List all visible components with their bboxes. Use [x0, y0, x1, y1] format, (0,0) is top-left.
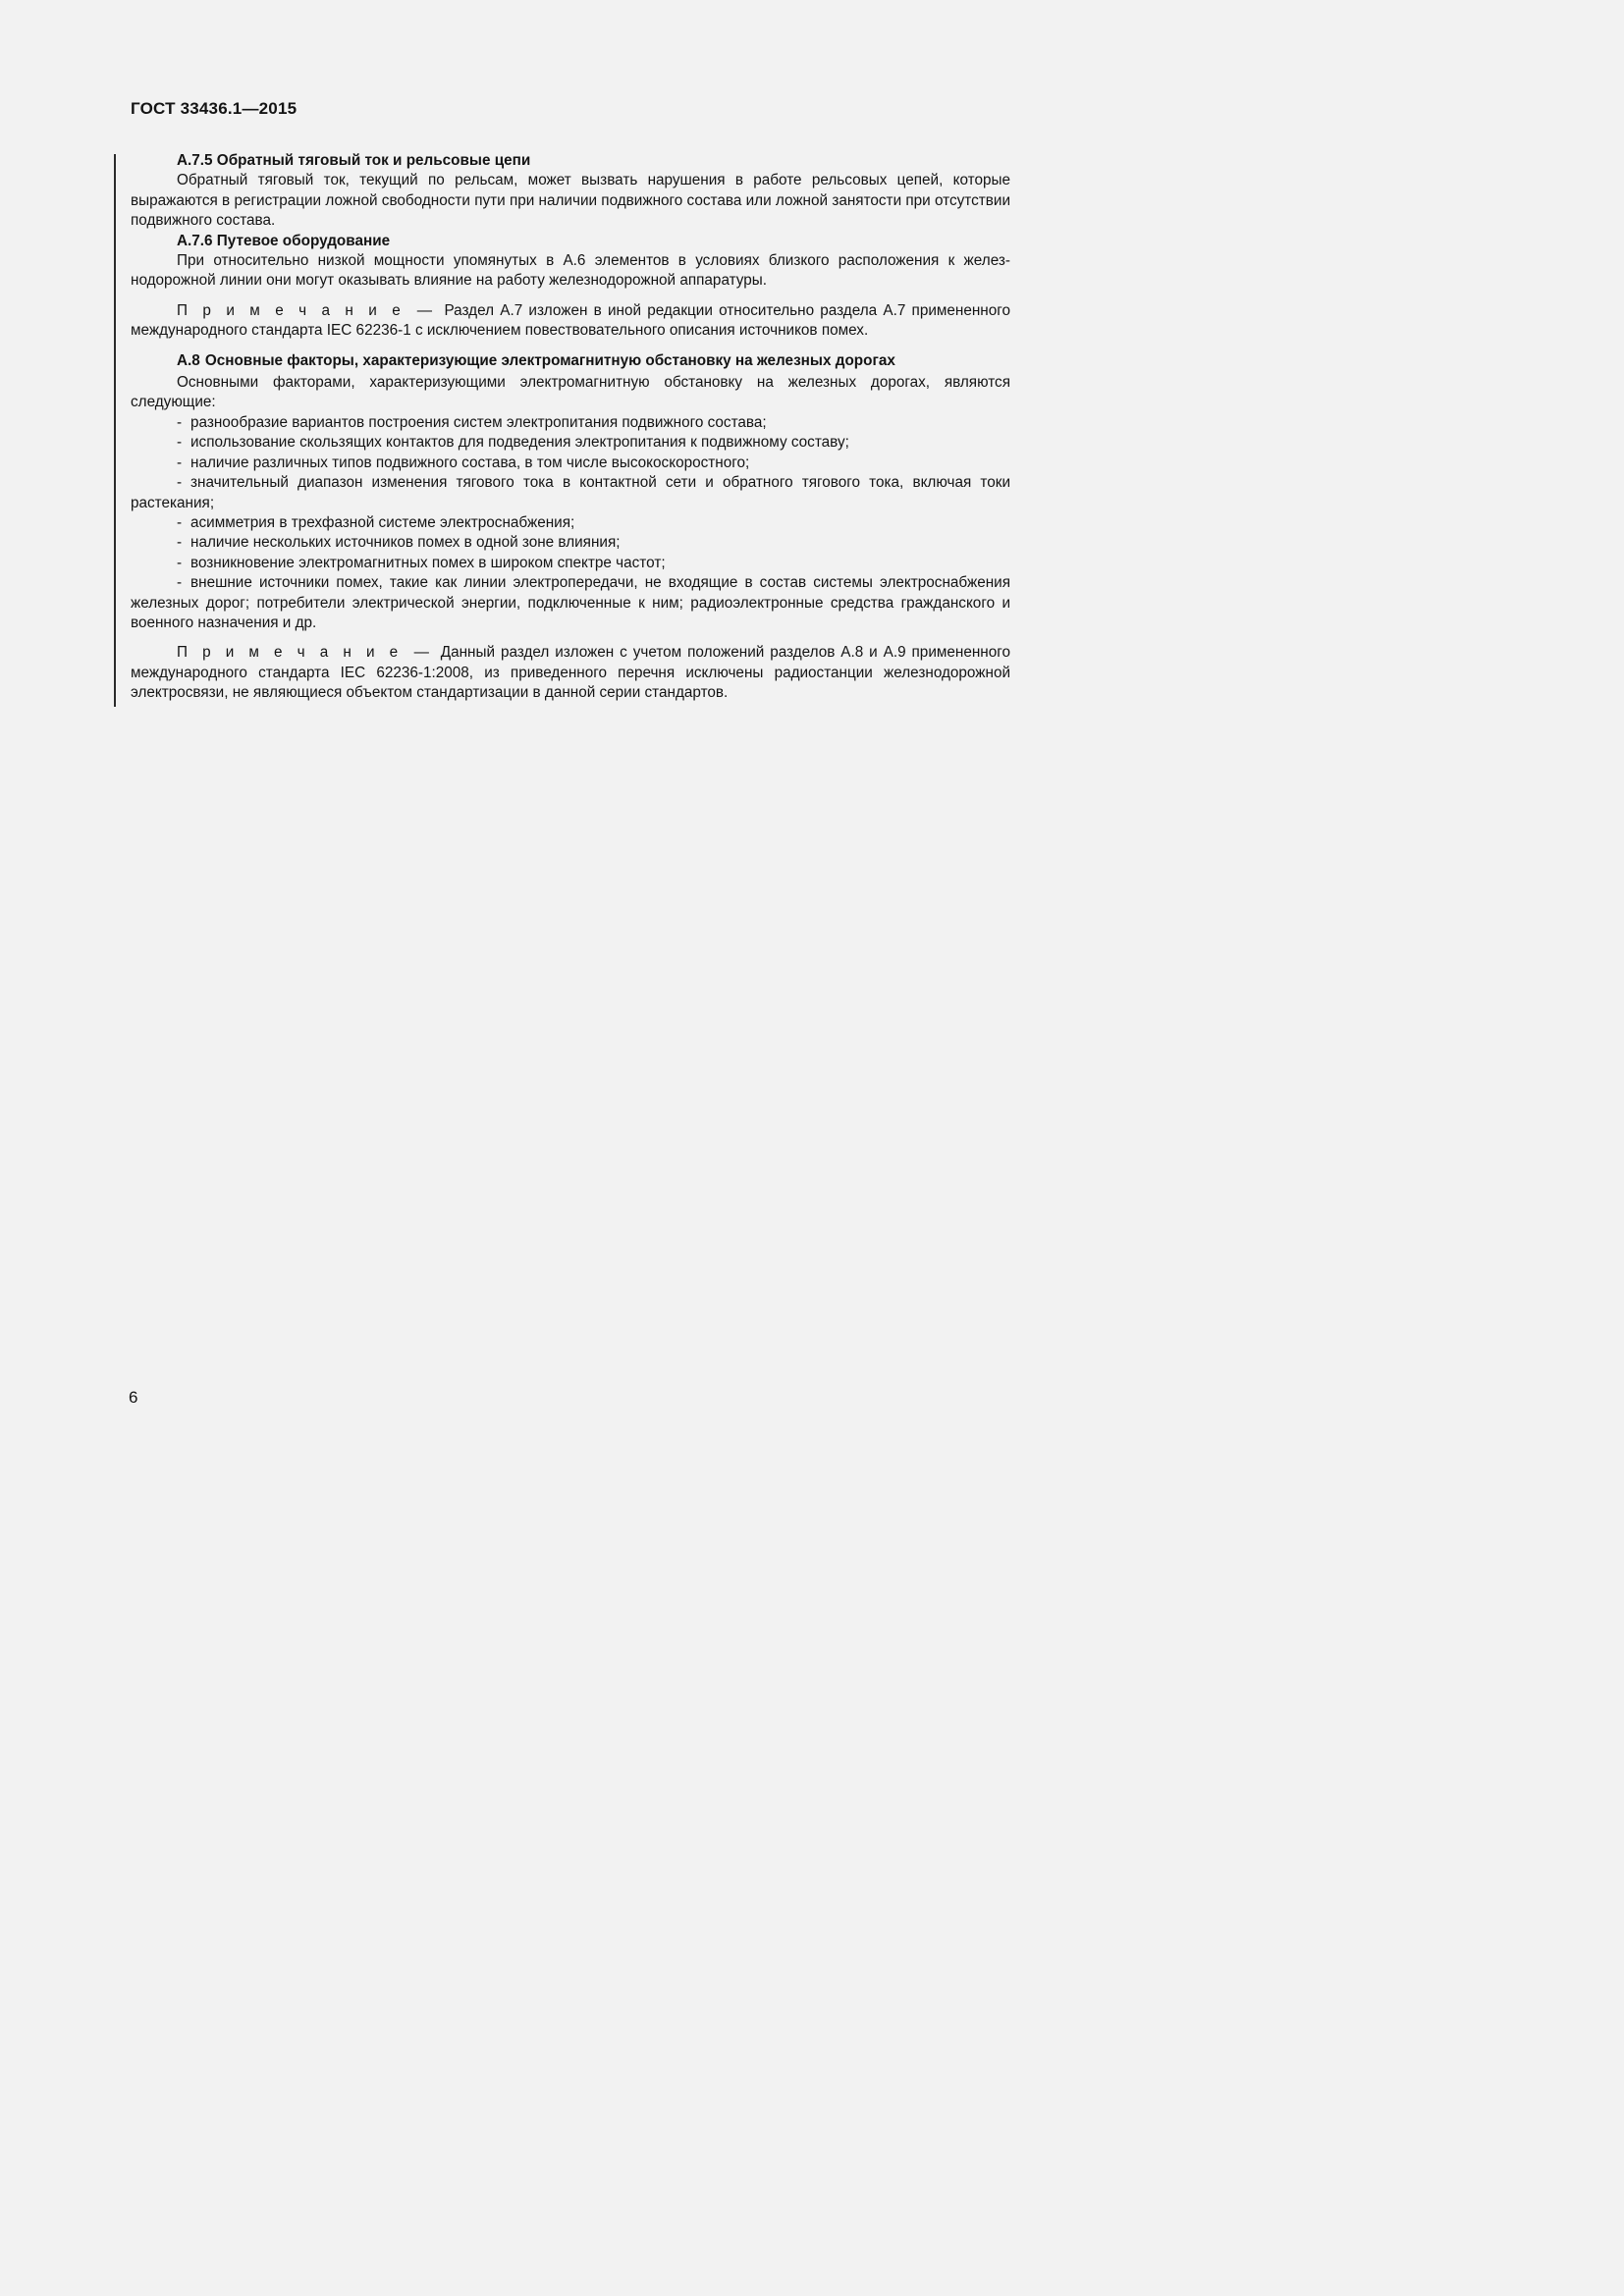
list-bullet: -: [177, 474, 183, 492]
list-bullet: -: [177, 513, 183, 531]
section-intro-a8: Основными факторами, характеризующими электромагнитную обстановку на железных дорогах, являются следующие:: [131, 374, 1010, 411]
list-item-text: использование скользящих контактов для подведения электропитания к подвижному составу;: [190, 434, 849, 452]
note-1-label: П р и м е ч а н и е: [177, 301, 406, 319]
list-bullet: -: [177, 413, 183, 431]
section-heading-a76: А.7.6 Путевое оборудование: [177, 232, 391, 249]
section-text-a76: При относительно низкой мощности упомянутых в А.6 элементов в условиях близкого расположения к железнодорожной линии они могут оказывать влияние на работу железнодорожной аппаратуры.: [131, 252, 1010, 290]
list-item-text: асимметрия в трехфазной системе электроснабжения;: [190, 513, 575, 531]
note-1: [131, 301, 1010, 342]
list-item: [131, 454, 1010, 473]
document-body: [131, 151, 1010, 704]
section-number-a8: А.8: [177, 351, 200, 369]
list-item: [131, 413, 1010, 433]
list-bullet: -: [177, 454, 183, 471]
list-item: [131, 433, 1010, 453]
note-2: [131, 643, 1010, 703]
section-text-a75: Обратный тяговый ток, текущий по рельсам, может вызвать нарушения в работе рельсовых цепей, которые выражаются в регистрации ложной свободности пути при наличии подвижного состава или ложной занятости при отсутствии подвижного состава.: [131, 172, 1010, 230]
list-item-text: наличие различных типов подвижного состава, в том числе высокоскоростного;: [190, 454, 750, 471]
page-number: 6: [129, 1388, 138, 1407]
list-item-text: возникновение электромагнитных помех в широком спектре частот;: [190, 554, 666, 571]
list-item-text: наличие нескольких источников помех в одной зоне влияния;: [190, 534, 621, 552]
section-title-a8: Основные факторы, характеризующие электромагнитную обстановку на железных дорогах: [204, 351, 895, 369]
list-bullet: -: [177, 534, 183, 552]
list-item-text: значительный диапазон изменения тягового тока в контактной сети и обратного тягового тока, включая токи растекания;: [131, 474, 1010, 511]
change-bar: [114, 154, 116, 707]
list-bullet: -: [177, 554, 183, 571]
list-bullet: -: [177, 574, 183, 592]
note-2-text: Данный раздел изложен с учетом положений разделов А.8 и А.9 примененного международного стандарта IEC 62236-1:2008, из приведенного перечня исключены радиостанции железнодорожной электросвязи, не являющиеся объектом стандартизации в данной серии стандартов.: [131, 644, 1010, 702]
list-item: [131, 573, 1010, 633]
list-bullet: -: [177, 434, 183, 452]
section-heading-a8: [131, 351, 1010, 371]
list-item: [131, 473, 1010, 513]
list-item: [131, 513, 1010, 533]
section-heading-a75: А.7.5 Обратный тяговый ток и рельсовые цепи: [177, 152, 531, 169]
note-2-label: П р и м е ч а н и е: [177, 644, 403, 662]
list-item: [131, 554, 1010, 573]
list-item: [131, 533, 1010, 553]
list-item-text: разнообразие вариантов построения систем электропитания подвижного состава;: [190, 413, 767, 431]
note-2-dash: —: [413, 644, 429, 662]
list-item-text: внешние источники помех, такие как линии электропередачи, не входящие в состав системы электроснабжения железных дорог; потребители электрической энергии, подключенные к ним; радиоэлектронные средства гражданского и военного назначения и др.: [131, 574, 1010, 631]
note-1-dash: —: [416, 301, 433, 319]
note-1-text: Раздел А.7 изложен в иной редакции относительно раздела А.7 примененного международного стандарта IEC 62236-1 с исключением повествовательного описания источников помех.: [131, 301, 1011, 340]
document-header: ГОСТ 33436.1—2015: [131, 99, 298, 118]
